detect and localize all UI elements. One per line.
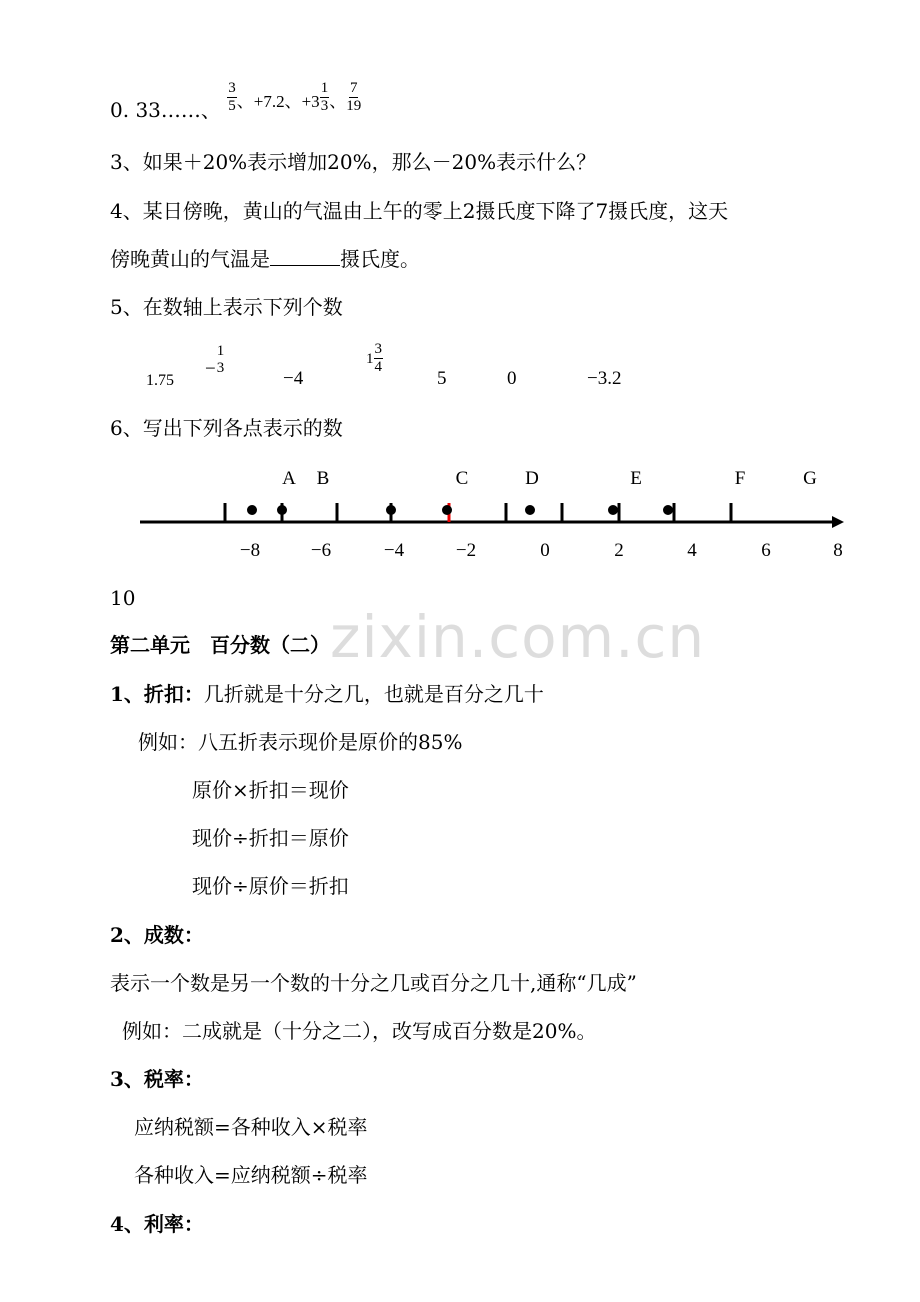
- value-5: 5: [437, 368, 447, 389]
- value-neg-4: −4: [283, 368, 304, 389]
- value-one-three-quarters: [366, 341, 383, 376]
- numbers-line: [110, 80, 362, 122]
- point-dot: [386, 505, 396, 515]
- point-label: A: [282, 468, 296, 489]
- text: 几折就是十分之几，也就是百分之几十: [203, 682, 544, 706]
- section-4-heading: 4、利率：: [110, 1212, 204, 1236]
- text: 、: [329, 92, 347, 111]
- text-10: 10: [110, 586, 136, 610]
- point-dot: [277, 505, 287, 515]
- point-label: B: [316, 468, 330, 489]
- question-6: 6、写出下列各点表示的数: [110, 416, 343, 440]
- fraction: [374, 341, 384, 376]
- tick-label: −4: [383, 540, 405, 561]
- point-label: D: [525, 468, 539, 489]
- section-2-heading: 2、成数：: [110, 923, 204, 947]
- formula: 现价÷原价＝折扣: [192, 874, 349, 898]
- sign: −: [205, 358, 216, 380]
- den: 5: [228, 98, 236, 114]
- num: 1: [216, 343, 225, 359]
- whole: 1: [366, 350, 374, 367]
- tick-label: −8: [239, 540, 261, 561]
- point-dot: [442, 505, 452, 515]
- value-0: 0: [507, 368, 517, 389]
- arrow-head-icon: [832, 516, 844, 528]
- answer-blank: [270, 247, 340, 266]
- text: 摄氏度。: [340, 247, 420, 271]
- den: 4: [374, 359, 382, 375]
- tick-label: 2: [614, 540, 624, 561]
- formula: 原价×折扣＝现价: [192, 778, 349, 802]
- formula: 现价÷折扣＝原价: [192, 826, 349, 850]
- question-3: 3、如果＋20%表示增加20%，那么－20%表示什么？: [110, 150, 597, 174]
- text: 傍晚黄山的气温是: [110, 247, 270, 271]
- section-1-example: 例如：八五折表示现价是原价的85%: [138, 730, 463, 754]
- section-3-heading: 3、税率：: [110, 1067, 204, 1091]
- num: 3: [228, 80, 236, 96]
- num: 3: [374, 341, 382, 357]
- number-line: [0, 455, 920, 575]
- den: 3: [216, 360, 225, 376]
- text: 、+7.2、+3: [236, 92, 320, 111]
- point-label: C: [455, 468, 469, 489]
- question-4-line2: [110, 247, 420, 271]
- fraction: [320, 80, 330, 115]
- point-dot: [608, 505, 618, 515]
- point-dot: [247, 505, 257, 515]
- section-2-text: 表示一个数是另一个数的十分之几或百分之几十,通称“几成”: [110, 971, 637, 995]
- tick-label: −2: [455, 540, 477, 561]
- point-dot: [663, 505, 673, 515]
- fraction: [346, 80, 361, 115]
- tick-label: 4: [687, 540, 697, 561]
- fraction: [227, 80, 237, 115]
- point-label: F: [734, 468, 746, 489]
- tick-label: −6: [310, 540, 332, 561]
- point-label: G: [803, 468, 817, 489]
- section-2-example: 例如：二成就是（十分之二），改写成百分数是20%。: [122, 1019, 597, 1043]
- text: 0. 33……、: [110, 98, 221, 122]
- value-1-75: 1.75: [146, 372, 174, 389]
- unit-title: 第二单元 百分数（二）: [110, 633, 330, 657]
- section-1: [110, 682, 544, 706]
- question-5: 5、在数轴上表示下列个数: [110, 295, 343, 319]
- tick-label: 8: [833, 540, 843, 561]
- formula: 应纳税额=各种收入×税率: [134, 1115, 368, 1139]
- den: 19: [346, 98, 362, 114]
- question-4-line1: 4、某日傍晚，黄山的气温由上午的零上2摄氏度下降了7摄氏度，这天: [110, 199, 729, 223]
- point-label: E: [630, 468, 642, 489]
- den: 3: [320, 98, 329, 114]
- watermark: zixin.com.cn: [330, 603, 706, 671]
- num: 7: [349, 80, 358, 96]
- fraction: [216, 343, 226, 377]
- value-neg-third: [205, 343, 225, 380]
- point-dot: [525, 505, 535, 515]
- tick-label: 6: [761, 540, 771, 561]
- formula: 各种收入=应纳税额÷税率: [134, 1163, 368, 1187]
- heading: 1、折扣：: [110, 682, 204, 706]
- tick-label: 0: [540, 540, 550, 561]
- num: 1: [320, 80, 329, 96]
- value-neg-3-2: −3.2: [587, 368, 622, 389]
